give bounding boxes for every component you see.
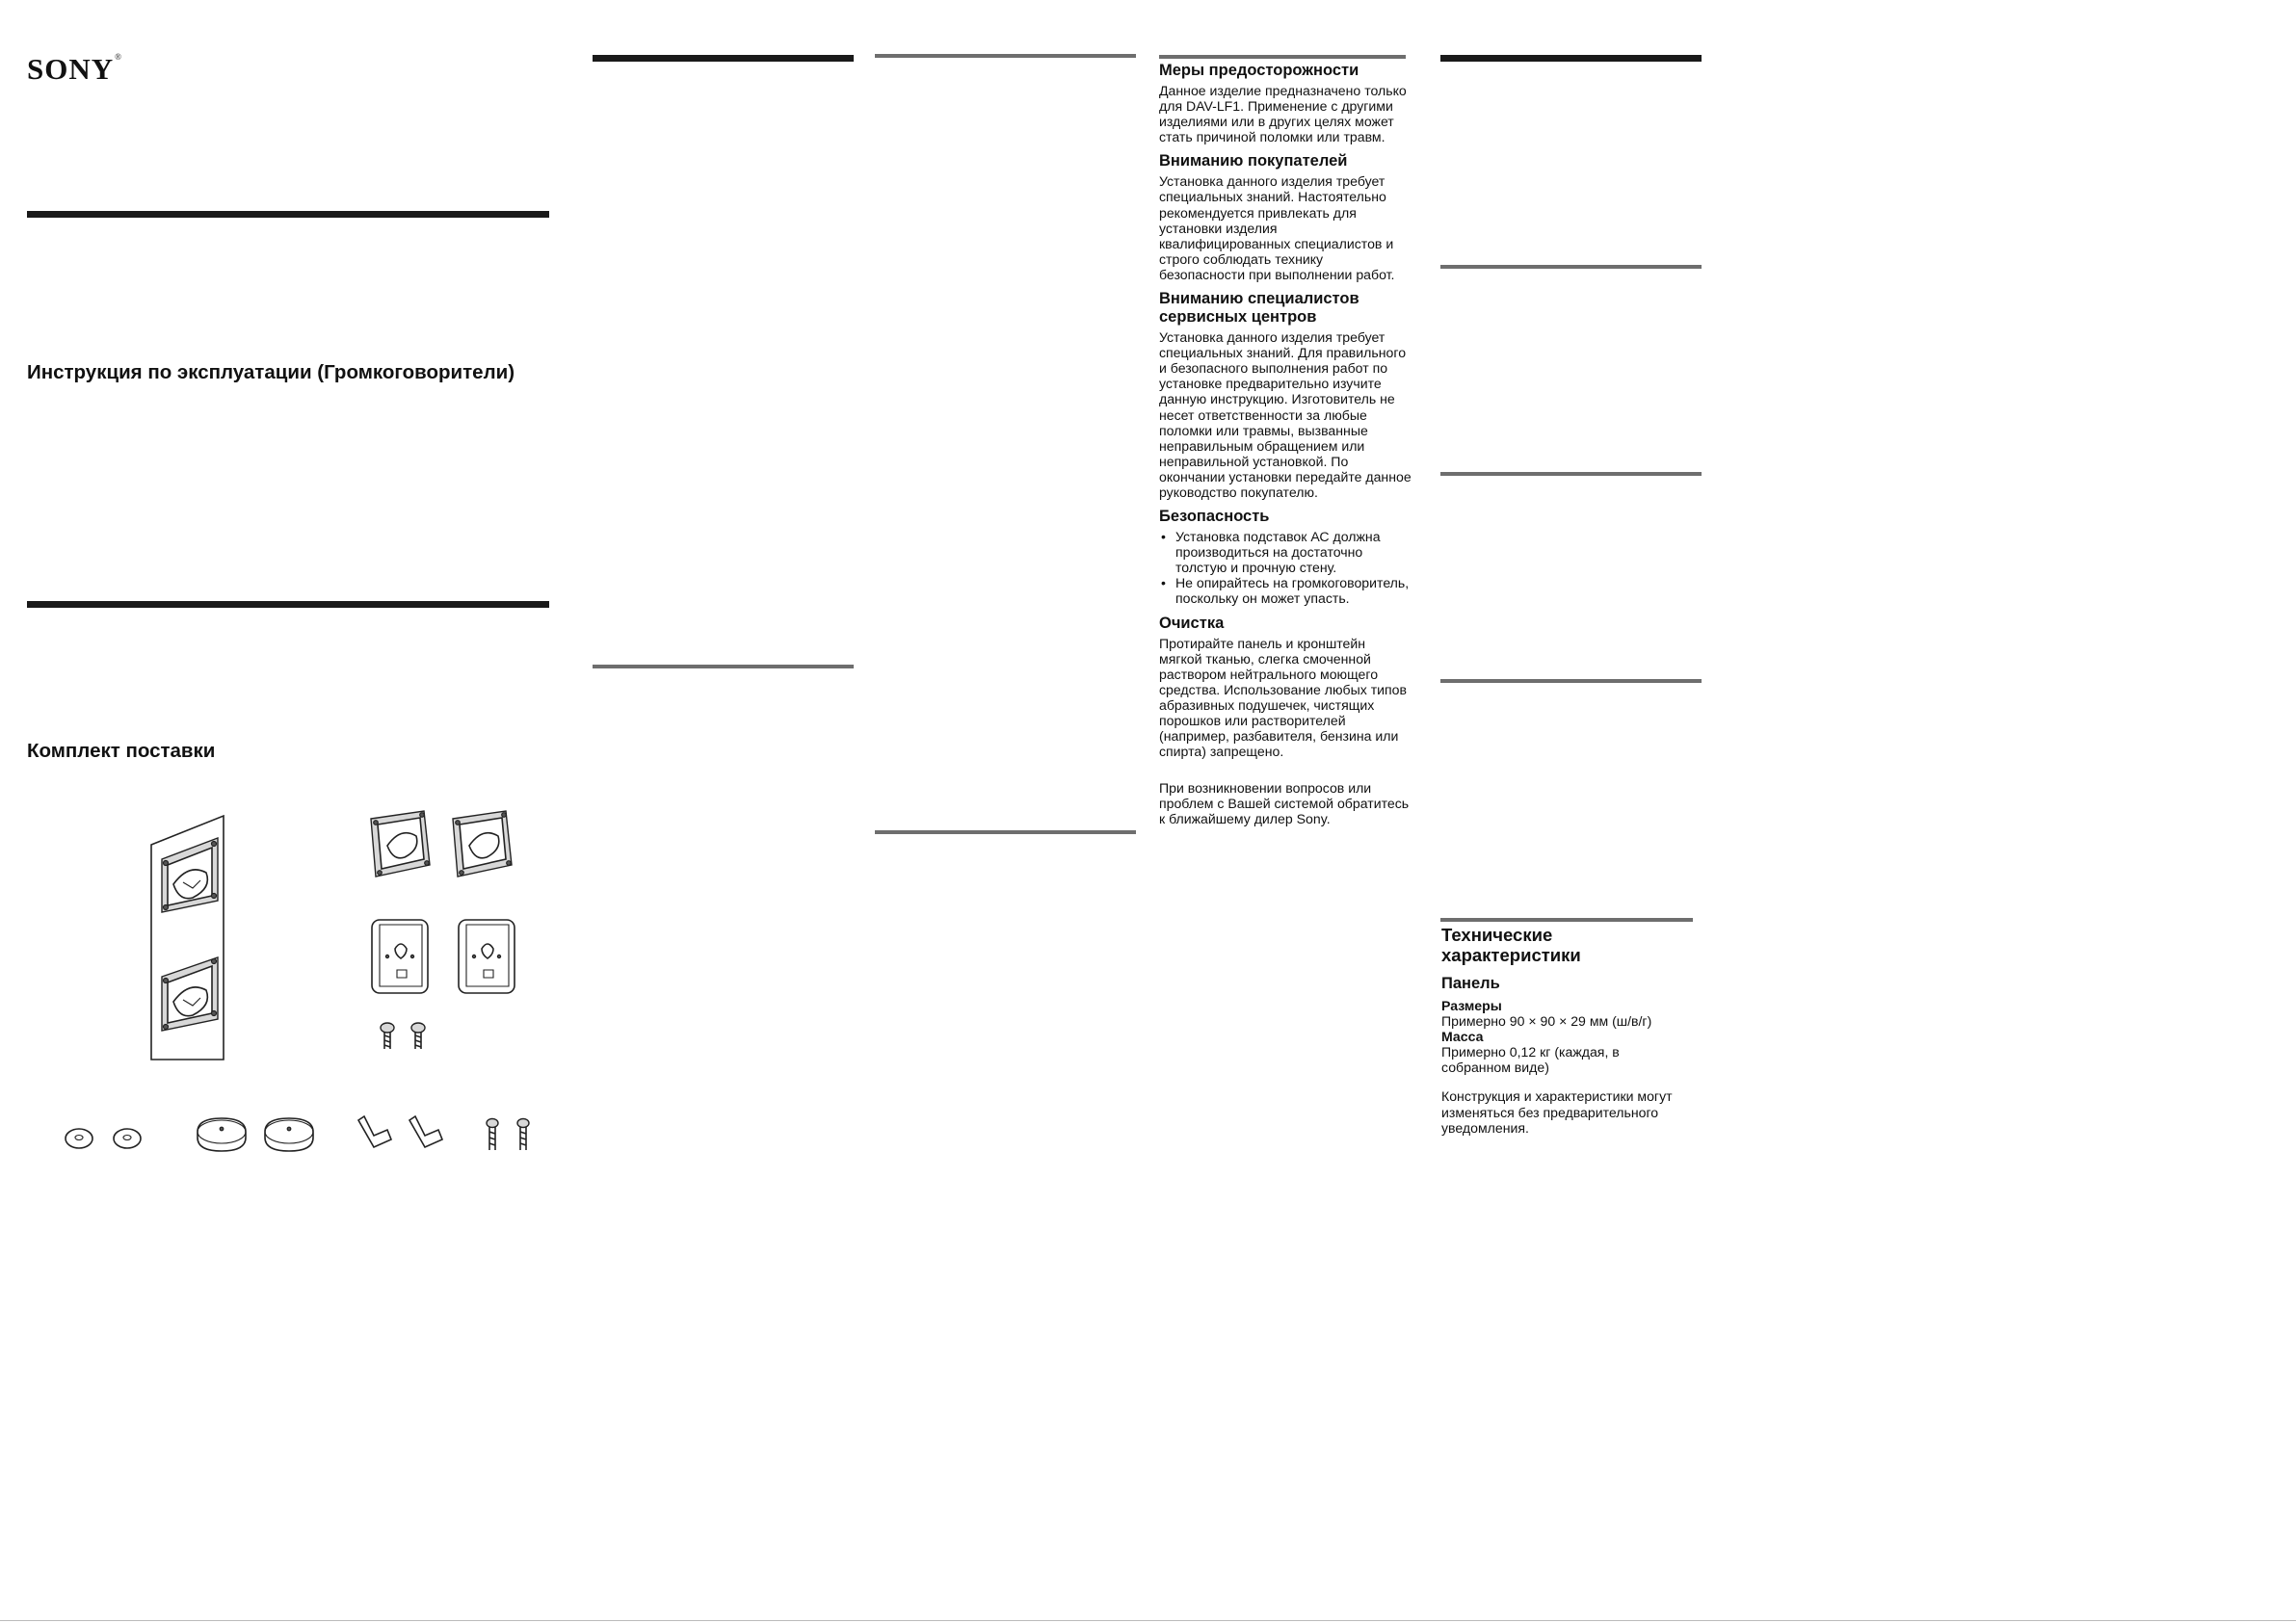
- safety-item: • Не опирайтесь на громкоговоритель, поскольку он может упасть.: [1159, 575, 1412, 606]
- specs-heading: Технические характеристики: [1441, 925, 1581, 965]
- mass-value: Примерно 0,12 кг (каждая, в собранном виде): [1441, 1044, 1620, 1076]
- col5-top-rule: [1440, 55, 1702, 62]
- title-bottom-rule: [27, 601, 549, 608]
- title-top-rule: [27, 211, 549, 218]
- customers-text: Установка данного изделия требует специальных знаний. Настоятельно рекомендуется привлекать для установки изделия квалифицированных специалистов и строго соблюдать технику безопасности при выполнении работ.: [1159, 173, 1395, 282]
- dimensions-value: Примерно 90 × 90 × 29 мм (ш/в/г): [1441, 1013, 1652, 1030]
- dimensions-label: Размеры: [1441, 998, 1502, 1013]
- l-bracket-icon-pair: [358, 1116, 442, 1147]
- panel-sheet-icon: [151, 816, 224, 1060]
- kit-title: Комплект поставки: [27, 740, 216, 762]
- registered-mark: ®: [115, 52, 122, 62]
- long-screw-icon-pair: [487, 1119, 529, 1151]
- col2-top-rule: [593, 55, 854, 62]
- col5-rule-4: [1440, 679, 1702, 683]
- kit-illustration: [39, 799, 559, 1170]
- service-heading: Вниманию специалистов сервисных центров: [1159, 290, 1359, 327]
- precautions-section: [1159, 62, 1412, 835]
- bracket-icon-pair: [372, 920, 515, 993]
- col5-rule-2: [1440, 265, 1702, 269]
- specs-section: [1441, 925, 1700, 1143]
- panel-icon-pair: [371, 811, 512, 877]
- cleaning-heading: Очистка: [1159, 614, 1225, 632]
- col5-rule-3: [1440, 472, 1702, 476]
- cleaning-text: Протирайте панель и кронштейн мягкой тканью, слегка смоченной раствором нейтрального моющего средства. Использование любых типов абразивных подушечек, чистящих порошков или растворителей (например, разбавителя, бензина или спирта) запрещено.: [1159, 635, 1408, 760]
- specs-top-rule: [1440, 918, 1693, 922]
- contact-text: При возникновении вопросов или проблем с Вашей системой обратитесь к ближайшему дилер Sony.: [1159, 780, 1410, 827]
- sony-logo: [27, 52, 122, 87]
- service-text: Установка данного изделия требует специальных знаний. Для правильного и безопасного выполнения работ по установке предварительно изучите данную инструкцию. Изготовитель не несет ответственности за любые поломки или травмы, вызванные неправильным обращением или неправильной установкой. По окончании установки передайте данное руководство покупателю.: [1159, 329, 1412, 500]
- col3-top-rule: [875, 54, 1136, 58]
- screw-icon-pair: [381, 1023, 425, 1049]
- sony-logo-text: SONY: [27, 52, 115, 86]
- col3-mid-rule: [875, 830, 1136, 834]
- mass-label: Масса: [1441, 1029, 1484, 1045]
- pad-icon-pair: [198, 1118, 313, 1151]
- customers-heading: Вниманию покупателей: [1159, 152, 1348, 170]
- safety-list: [1159, 529, 1412, 606]
- precautions-heading: Меры предосторожности: [1159, 62, 1359, 79]
- washer-icon-pair: [66, 1129, 141, 1148]
- precautions-intro: Данное изделие предназначено только для DAV-LF1. Применение с другими изделиями или в других целях может стать причиной поломки или травм.: [1159, 83, 1407, 145]
- panel-heading: Панель: [1441, 975, 1500, 992]
- manual-title: Инструкция по эксплуатации (Громкоговорители): [27, 361, 515, 383]
- col2-mid-rule: [593, 665, 854, 668]
- page-bottom-rule: [0, 1620, 2296, 1621]
- safety-item: • Установка подставок АС должна производиться на достаточно толстую и прочную стену.: [1159, 529, 1412, 575]
- safety-heading: Безопасность: [1159, 508, 1270, 526]
- specs-note: Конструкция и характеристики могут изменяться без предварительного уведомления.: [1441, 1088, 1673, 1136]
- precautions-top-rule: [1159, 55, 1406, 59]
